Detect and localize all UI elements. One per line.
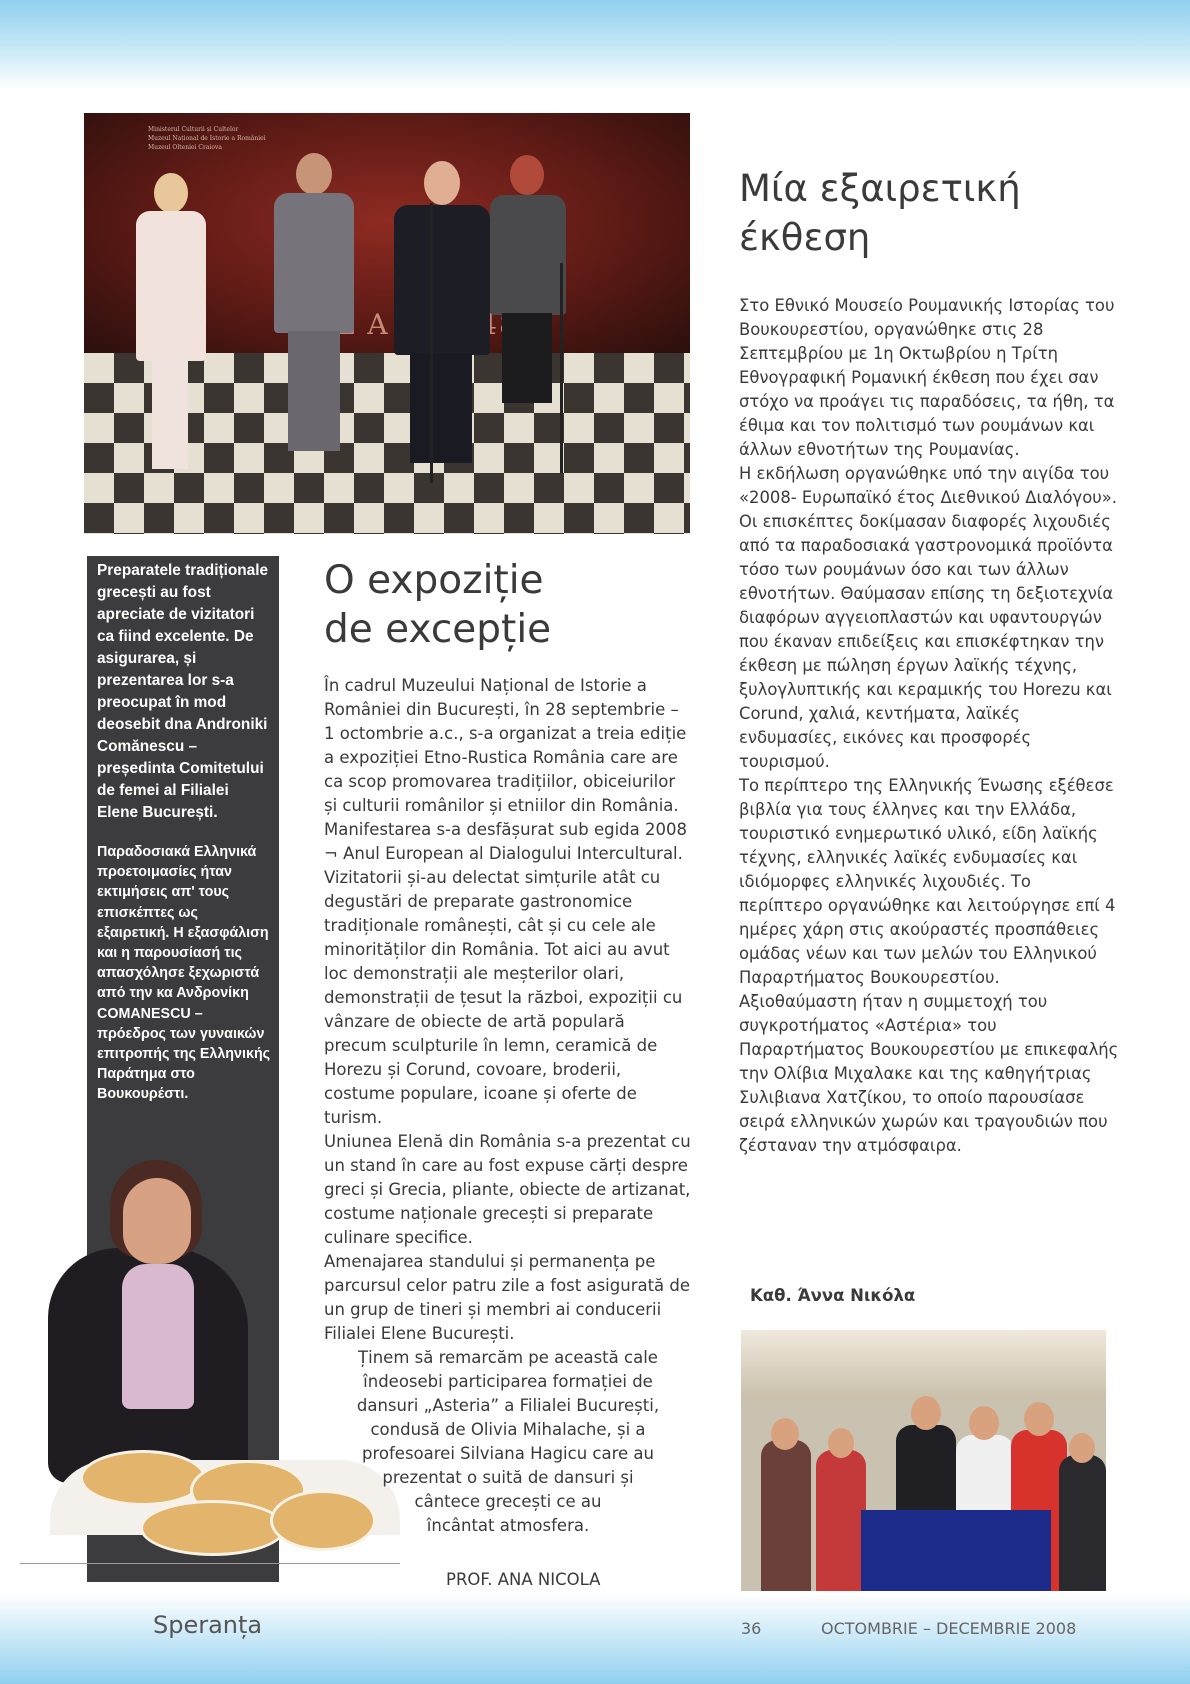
romanian-title-line: de excepție	[324, 607, 552, 652]
greek-title-line: έκθεση	[739, 216, 871, 259]
stand-blue-tablecloth	[861, 1510, 1051, 1591]
photo-microphone-stand	[560, 263, 563, 473]
stand-person	[761, 1440, 811, 1591]
stand-person-head	[828, 1428, 854, 1458]
romanian-article-body	[324, 674, 692, 1538]
sidebar-greek-note: Παραδοσιακά Ελληνικά προετοιμασίες ήταν εκτιμήσεις απ' τους επισκέπτες ως εξαιρετική. Η εξασφάλιση και η παρουσίασή τις απασχόλησε ξεχωριστά από την κα Ανδρονίκη COMANESCU – πρόεδρος των γυναικών επιτροπής της Ελληνικής Παράτημα στο Βουκουρέστι.	[97, 844, 271, 1103]
food-plate	[140, 1500, 286, 1556]
greek-article-title	[739, 164, 1039, 262]
greek-paragraph: Το περίπτερο της Ελληνικής Ένωσης εξέθεσε βιβλία για τους έλληνες και την Ελλάδα, τουριστικό ενημερωτικό υλικό, είδη λαϊκής τέχνης, ελληνικές λαϊκές ενδυμασίες και ιδιόμορφες ελληνικές λιχουδιές. Το περίπτερο οργανώθηκε και λειτούργησε επί 4 ημέρες χάρη στις ακούραστές προσπάθειες ομάδας νέων και των μελών του Ελληνικού Παραρτήματος Βουκουρεστίου.	[739, 776, 1116, 987]
exhibition-opening-photo	[84, 113, 690, 534]
footer-issue-date: OCTOMBRIE – DECEMBRIE 2008	[821, 1619, 1077, 1638]
exhibition-stand-photo	[741, 1330, 1106, 1591]
stand-person	[1059, 1455, 1106, 1591]
photo-person-woman-white	[130, 173, 210, 473]
romanian-paragraph-centered: Ținem să remarcăm pe această cale îndeosebi participarea formației de dansuri „Asteria” a Filialei București, condusă de Olivia Mihalache, și a profesoarei Silviana Hagicu care au prezentat o suită de dansuri și cântece grecești ce au încântat atmosfera.	[356, 1348, 660, 1535]
wall-inscription-line: Muzeul Național de Istorie a României	[148, 135, 266, 142]
photo-banner-text: A	[367, 308, 390, 341]
romanian-article-signature: PROF. ANA NICOLA	[446, 1570, 601, 1589]
food-plate	[80, 1450, 206, 1506]
photo-microphone-stand	[430, 203, 433, 483]
stand-person-head	[771, 1418, 799, 1450]
sidebar-text	[97, 560, 273, 1123]
photo-person-man-speaking	[392, 161, 492, 481]
stand-person-head	[1024, 1402, 1054, 1436]
top-gradient-band	[0, 0, 1190, 90]
romanian-paragraph: În cadrul Muzeului Național de Istorie a României din București, în 28 septembrie – 1 octombrie a.c., s-a organizat a treia ediție a expoziției Etno-Rustica România care are ca scop promovarea tradițiilor, obiceiurilor și culturii românilor și etniilor din România.	[324, 676, 687, 815]
bottom-gradient-band	[0, 1594, 1190, 1684]
photo-person-woman-jacket	[488, 155, 568, 435]
woman-face	[123, 1178, 191, 1264]
greek-article-body	[739, 294, 1119, 1158]
photo-wall-inscription	[148, 125, 288, 152]
sidebar-romanian-note: Preparatele tradiționale grecești au fost apreciate de vizitatori ca fiind excelente. De asigurarea, și prezentarea lor s-a preocupat în mod deosebit dna Androniki Comănescu – președinta Comitetului de femei al Filialei Elene București.	[97, 562, 269, 821]
romanian-paragraph: Uniunea Elenă din România s-a prezentat cu un stand în care au fost expuse cărți despre greci și Grecia, pliante, obiecte de artizanat, costume naționale grecești si preparate culinare specifice.	[324, 1132, 691, 1247]
footer-page-number: 36	[741, 1619, 762, 1638]
stand-person-head	[1069, 1433, 1095, 1463]
greek-paragraph: Στο Εθνικό Μουσείο Ρουμανικής Ιστορίας του Βουκουρεστίου, οργανώθηκε στις 28 Σεπτεμβρίου με 1η Οκτωβρίου η Τρίτη Εθνογραφική Ρομανική έκθεση που έχει σαν στόχο να προάγει τις παραδόσεις, τα ήθη, τα έθιμα και τον πολιτισμό των ρουμάνων και άλλων εθνοτήτων της Ρουμανίας.	[739, 296, 1115, 459]
romanian-article-title	[324, 556, 654, 654]
photo-baseline	[20, 1563, 400, 1564]
romanian-title-line: O expoziție	[324, 558, 544, 603]
greek-paragraph: Η εκδήλωση οργανώθηκε υπό την αιγίδα του «2008- Ευρωπαϊκό έτος Διεθνικού Διαλόγου». Οι επισκέπτες δοκίμασαν διαφορές λιχουδιές από τα παραδοσιακά γαστρονομικά προϊόντα τόσο των ρουμάνων όσο και των άλλων εθνοτήτων. Θαύμασαν επίσης τη δεξιοτεχνία διαφόρων αγγειοπλαστών και υφαντουργών που έκαναν επιδείξεις και επισκέφτηκαν την έκθεση με πώληση έργων λαϊκής τέχνης, ξυλογλυπτικής και κεραμικής του Horezu και Corund, χαλιά, κεντήματα, λαϊκές ενδυμασίες, εικόνες και προσφορές τουρισμού.	[739, 464, 1118, 771]
wall-inscription-line: Ministerul Culturii și Cultelor	[148, 126, 239, 133]
stand-person-head	[911, 1396, 941, 1430]
photo-person-man-grey	[270, 153, 360, 473]
footer-magazine-name: Speranța	[153, 1611, 263, 1639]
stand-ceiling	[741, 1330, 1106, 1400]
stand-person-head	[969, 1406, 999, 1440]
greek-article-signature: Καθ. Άννα Νικόλα	[750, 1286, 916, 1305]
woman-blouse	[122, 1264, 194, 1409]
greek-title-line: Μία εξαιρετική	[739, 167, 1021, 210]
stand-person	[816, 1450, 866, 1591]
wall-inscription-line: Muzeul Olteniei Craiova	[148, 144, 222, 151]
greek-paragraph: Αξιοθαύμαστη ήταν η συμμετοχή του συγκροτήματος «Αστέρια» του Παραρτήματος Βουκουρεστίου με επικεφαλής την Ολίβια Μιχαλακε και της καθηγήτριας Συλιβιανα Χατζίκου, το οποίο παρουσίασε σειρά ελληνικών χωρών και τραγουδιών που ζέσταναν την ατμόσφαιρα.	[739, 992, 1119, 1155]
romanian-paragraph: Manifestarea s-a desfășurat sub egida 2008 ¬ Anul European al Dialogului Intercultural. Vizitatorii și-au delectat simțurile atât cu degustări de preparate gastronomice tradiționale românești, cât și cu cele ale minorităților din România. Tot aici au avut loc demonstrații ale meșterilor olari, demonstrații de țesut la război, expoziții cu vânzare de obiecte de artă populară precum sculpturile în lemn, ceramică de Horezu și Corund, covoare, broderii, costume populare, icoane și oferte de turism.	[324, 820, 687, 1127]
romanian-paragraph: Amenajarea standului și permanența pe parcursul celor patru zile a fost asigurată de un grup de tineri și membri ai conducerii Filialei Elene București.	[324, 1252, 691, 1343]
